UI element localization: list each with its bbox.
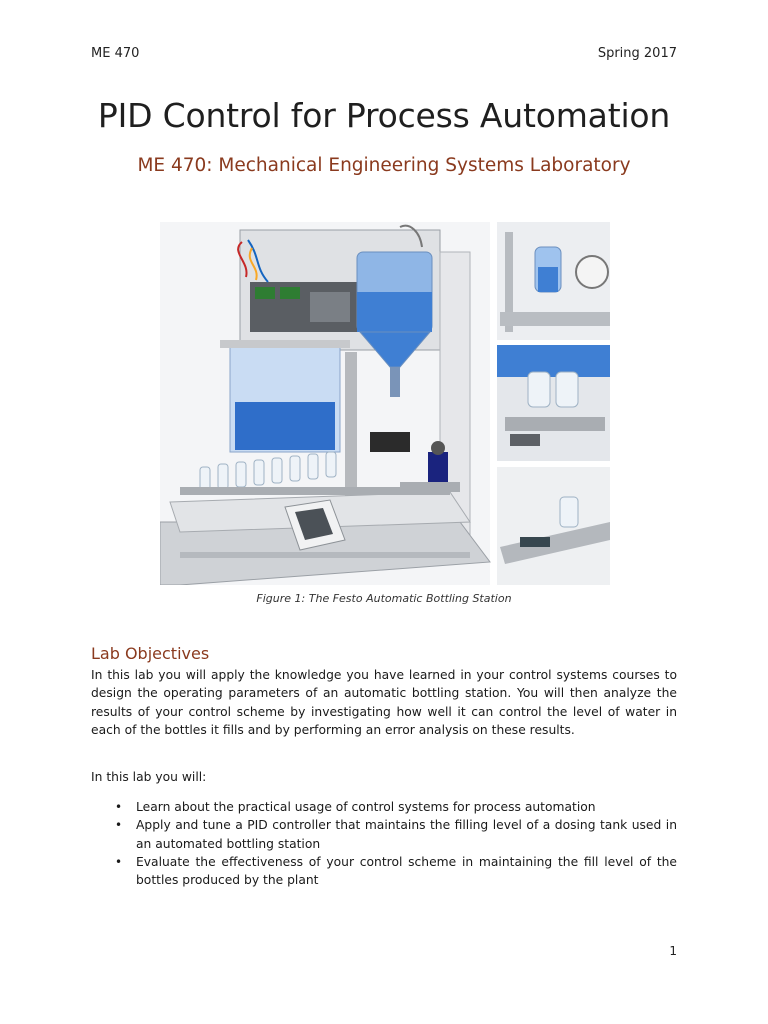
list-item (91, 816, 677, 853)
bottling-station-figure (160, 222, 610, 585)
bottle-fill-photo (497, 222, 610, 340)
list-item-text: Evaluate the effectiveness of your control scheme in maintaining the fill level of the bottles produced by the plant (136, 854, 677, 888)
header-term: Spring 2017 (597, 46, 677, 61)
header-course: ME 470 (91, 46, 140, 61)
objectives-paragraph: In this lab you will apply the knowledge you have learned in your control systems courses to design the operating parameters of an automatic bottling station. You will then analyze the results of your control scheme by investigating how well it can control the level of water in each of the bottles it fills and by performing an error analysis on these results. (91, 668, 677, 737)
dosing-valve-photo (497, 345, 610, 461)
list-item (91, 853, 677, 890)
bullet-icon: • (115, 818, 123, 833)
list-item (91, 798, 677, 816)
list-item-text: Learn about the practical usage of control systems for process automation (136, 800, 596, 814)
objectives-intro: In this lab you will: (91, 770, 207, 784)
bullet-icon: • (115, 854, 123, 869)
figure-caption: Figure 1: The Festo Automatic Bottling Station (256, 592, 512, 605)
objectives-list (91, 798, 677, 889)
bullet-icon: • (115, 800, 123, 814)
conveyor-detail-photo (497, 467, 610, 585)
page-number: 1 (669, 944, 677, 958)
document-subtitle: ME 470: Mechanical Engineering Systems Laboratory (137, 155, 631, 176)
document-title: PID Control for Process Automation (97, 96, 671, 135)
main-station-photo (160, 222, 490, 585)
list-item-text: Apply and tune a PID controller that maintains the filling level of a dosing tank used in an automated bottling station (136, 818, 677, 851)
section-heading-lab-objectives: Lab Objectives (91, 644, 210, 663)
